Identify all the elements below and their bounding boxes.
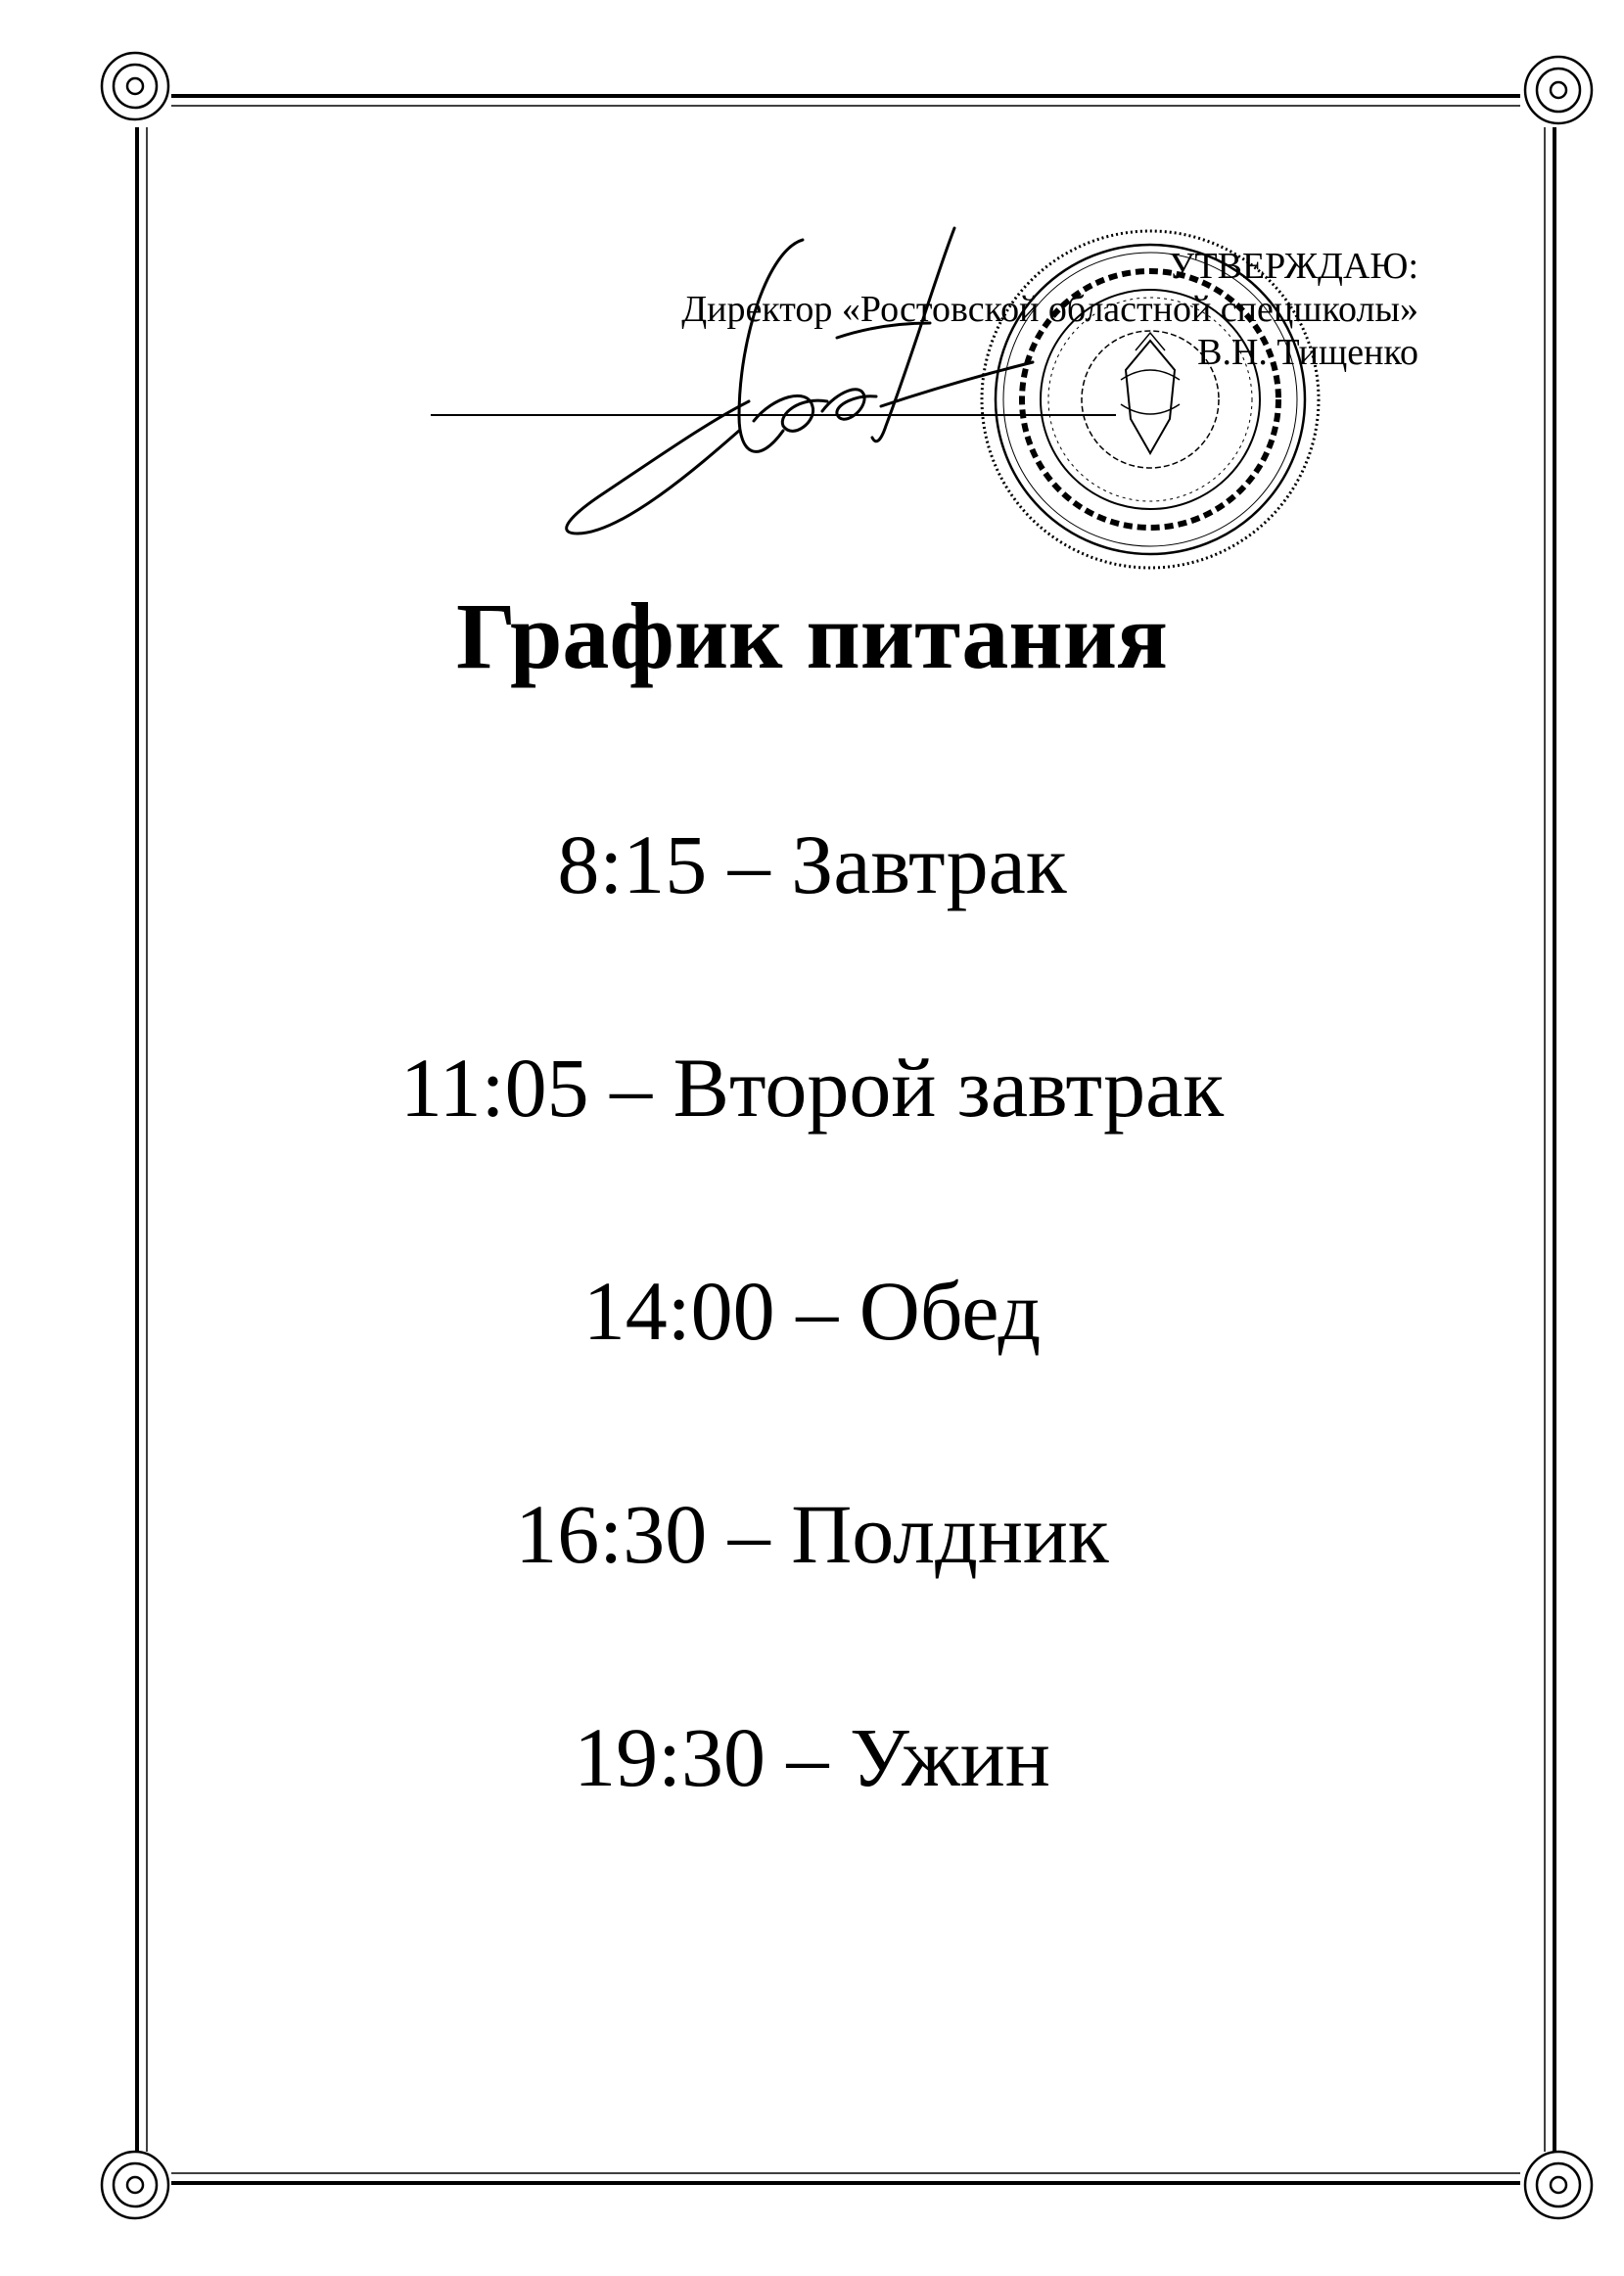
meal-name: Завтрак — [791, 817, 1067, 911]
meal-separator: – — [796, 1264, 839, 1358]
approval-name: В.Н. Тищенко — [1197, 332, 1418, 373]
meal-separator: – — [727, 1487, 770, 1581]
approval-position: Директор «Ростовской областной спецшколы» — [681, 289, 1418, 330]
schedule-row — [0, 1257, 1624, 1480]
schedule-row — [0, 1703, 1624, 1927]
meal-time: 8:15 — [557, 817, 708, 911]
meal-name: Второй завтрак — [673, 1041, 1225, 1135]
meal-separator: – — [610, 1041, 653, 1135]
meal-name: Полдник — [791, 1487, 1109, 1581]
meal-time: 14:00 — [582, 1264, 775, 1358]
meal-time: 11:05 — [399, 1041, 589, 1135]
meal-separator: – — [727, 817, 770, 911]
meal-name: Ужин — [850, 1710, 1050, 1804]
corner-ornament-top-left — [102, 53, 168, 119]
page-title: График питания — [456, 583, 1168, 688]
corner-ornament-bottom-left — [102, 2152, 168, 2218]
schedule-row — [0, 811, 1624, 1034]
meal-separator: – — [786, 1710, 829, 1804]
meal-time: 19:30 — [574, 1710, 766, 1804]
schedule-row — [0, 1034, 1624, 1257]
approval-heading: УТВЕРЖДАЮ: — [1168, 246, 1418, 287]
corner-ornament-top-right — [1525, 57, 1592, 123]
corner-ornament-bottom-right — [1525, 2152, 1592, 2218]
schedule-row — [0, 1480, 1624, 1703]
meal-name: Обед — [858, 1264, 1042, 1358]
meal-schedule — [0, 811, 1624, 1927]
meal-time: 16:30 — [515, 1487, 708, 1581]
signature — [543, 220, 1052, 553]
